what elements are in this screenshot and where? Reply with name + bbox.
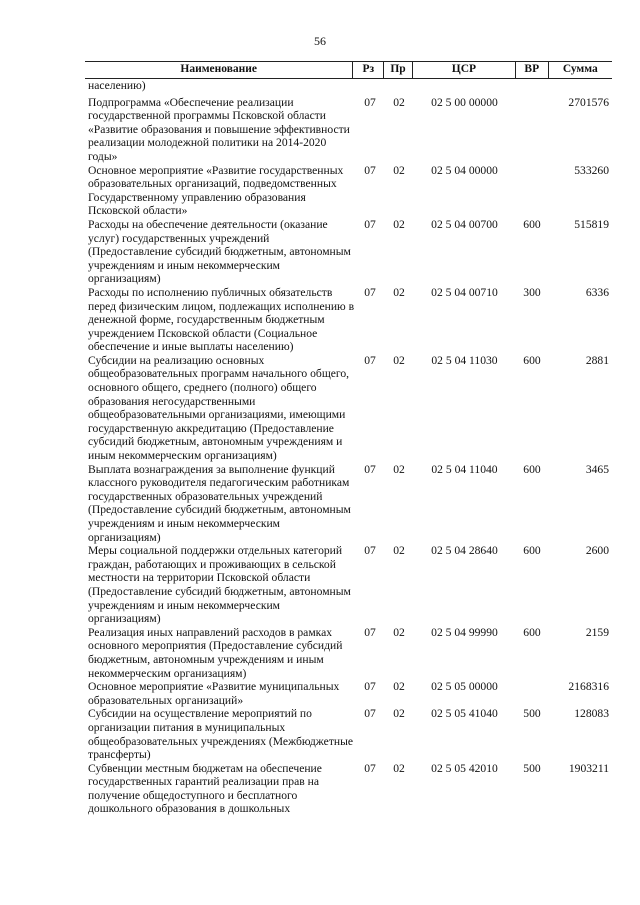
cell-csr: 02 5 04 99990 xyxy=(431,625,498,639)
cell-vr xyxy=(516,164,548,218)
cell-csr xyxy=(413,79,516,93)
cell-rz: 07 xyxy=(364,163,376,177)
cell-rz: 07 xyxy=(364,761,376,775)
header-sum: Сумма xyxy=(548,62,612,78)
cell-name: Расходы на обеспечение деятельности (оказание услуг) государственных учреждений (Предоставление субсидий бюджетным, автономным учреждениям и иным некоммерческим организациям) xyxy=(88,217,351,286)
cell-name: населению) xyxy=(88,79,146,92)
cell-sum: 128083 xyxy=(574,707,609,721)
table-row xyxy=(85,626,612,680)
cell-rz: 07 xyxy=(364,95,376,109)
cell-pr: 02 xyxy=(393,544,405,558)
table-row xyxy=(85,96,612,164)
cell-sum: 533260 xyxy=(574,163,609,177)
header-name: Наименование xyxy=(180,63,258,75)
cell-name: Подпрограмма «Обеспечение реализации государственной программы Псковской области «Развитие образования и повышение эффективности реализации молодежной политики на 2014-2020 годы» xyxy=(88,95,350,163)
cell-pr: 02 xyxy=(393,761,405,775)
page-number: 56 xyxy=(314,34,326,48)
cell-sum: 2600 xyxy=(585,544,609,558)
cell-vr xyxy=(516,79,548,93)
cell-rz: 07 xyxy=(364,680,376,694)
cell-csr: 02 5 04 11040 xyxy=(431,462,498,476)
cell-name: Субсидии на реализацию основных общеобразовательных программ начального общего, основного общего, среднего (полного) общего образования негосударственными общеобразовательными организациями, имеющими государственную аккредитацию (Предоставление субсидий бюджетным, автономным учреждениям и иным некоммерческим организациям) xyxy=(88,353,350,463)
cell-rz: 07 xyxy=(364,707,376,721)
cell-sum: 2701576 xyxy=(568,95,609,109)
cell-name: Расходы по исполнению публичных обязательств перед физическим лицом, подлежащих исполнению в денежной форме, государственным бюджетным учреждением Псковской области (Социальное обеспечение и иные выплаты населению) xyxy=(88,285,355,354)
cell-vr: 600 xyxy=(523,544,541,558)
cell-csr: 02 5 04 00700 xyxy=(431,217,498,231)
cell-csr: 02 5 04 28640 xyxy=(431,544,498,558)
cell-csr: 02 5 05 42010 xyxy=(431,761,498,775)
cell-vr: 500 xyxy=(523,707,541,721)
cell-rz: 07 xyxy=(364,353,376,367)
table-row xyxy=(85,762,612,816)
cell-csr: 02 5 04 00000 xyxy=(431,163,498,177)
header-csr: ЦСР xyxy=(412,62,515,78)
cell-rz: 07 xyxy=(364,462,376,476)
cell-rz: 07 xyxy=(364,285,376,299)
cell-csr: 02 5 05 41040 xyxy=(431,707,498,721)
cell-name: Основное мероприятие «Развитие муниципальных образовательных организаций» xyxy=(88,680,340,707)
cell-csr: 02 5 04 11030 xyxy=(431,353,498,367)
header-pr: Пр xyxy=(383,62,412,78)
budget-table xyxy=(85,61,612,816)
cell-sum: 1903211 xyxy=(568,761,609,775)
cell-pr: 02 xyxy=(393,285,405,299)
cell-name: Реализация иных направлений расходов в рамках основного мероприятия (Предоставление субсидий бюджетным, автономным учреждениям и иным некоммерческим организациям) xyxy=(88,625,343,680)
table-row xyxy=(85,680,612,707)
cell-sum: 515819 xyxy=(574,217,609,231)
cell-pr: 02 xyxy=(393,680,405,694)
table-row xyxy=(85,463,612,545)
cell-name: Меры социальной поддержки отдельных категорий граждан, работающих и проживающих в сельской местности на территории Псковской области (Предоставление субсидий бюджетным, автономным учреждениям и иным некоммерческим организациям) xyxy=(88,544,351,626)
cell-sum: 2881 xyxy=(585,353,609,367)
table-body xyxy=(85,79,612,816)
cell-pr: 02 xyxy=(393,707,405,721)
header-rz: Рз xyxy=(352,62,383,78)
cell-sum xyxy=(548,79,612,93)
cell-pr: 02 xyxy=(393,217,405,231)
cell-rz: 07 xyxy=(364,217,376,231)
cell-vr: 300 xyxy=(523,285,541,299)
cell-vr: 600 xyxy=(523,462,541,476)
table-header xyxy=(85,61,612,79)
cell-vr xyxy=(516,680,548,707)
table-row xyxy=(85,164,612,218)
cell-vr: 600 xyxy=(523,353,541,367)
cell-pr: 02 xyxy=(393,95,405,109)
cell-csr: 02 5 05 00000 xyxy=(431,680,498,694)
table-row xyxy=(85,79,612,93)
cell-rz: 07 xyxy=(364,544,376,558)
cell-name: Выплата вознаграждения за выполнение функций классного руководителя педагогическим работникам государственных образовательных учреждений (Предоставление субсидий бюджетным, автономным учреждениям и иным некоммерческим организациям) xyxy=(88,462,351,544)
cell-vr: 600 xyxy=(523,217,541,231)
cell-sum: 2159 xyxy=(585,625,609,639)
cell-rz xyxy=(355,79,385,93)
cell-pr: 02 xyxy=(393,625,405,639)
cell-vr: 600 xyxy=(523,625,541,639)
table-row xyxy=(85,707,612,761)
cell-pr: 02 xyxy=(393,462,405,476)
table-row xyxy=(85,218,612,286)
cell-name: Субсидии на осуществление мероприятий по организации питания в муниципальных общеобразовательных учреждениях (Межбюджетные трансферты) xyxy=(88,707,354,762)
cell-pr: 02 xyxy=(393,163,405,177)
cell-csr: 02 5 00 00000 xyxy=(431,95,498,109)
cell-rz: 07 xyxy=(364,625,376,639)
cell-pr: 02 xyxy=(393,353,405,367)
cell-name: Субвенции местным бюджетам на обеспечение государственных гарантий реализации прав на получение общедоступного и бесплатного дошкольного образования в дошкольных xyxy=(88,761,322,816)
header-vr: ВР xyxy=(515,62,548,78)
cell-sum: 2168316 xyxy=(568,680,609,694)
cell-csr: 02 5 04 00710 xyxy=(431,285,498,299)
cell-sum: 6336 xyxy=(585,285,609,299)
cell-name: Основное мероприятие «Развитие государственных образовательных организаций, подведомственных Государственному управлению образования Псковской области» xyxy=(88,163,344,218)
cell-vr xyxy=(516,96,548,164)
table-row xyxy=(85,354,612,463)
table-row xyxy=(85,286,612,354)
cell-vr: 500 xyxy=(523,761,541,775)
table-row xyxy=(85,544,612,626)
cell-pr xyxy=(385,79,413,93)
cell-sum: 3465 xyxy=(585,462,609,476)
